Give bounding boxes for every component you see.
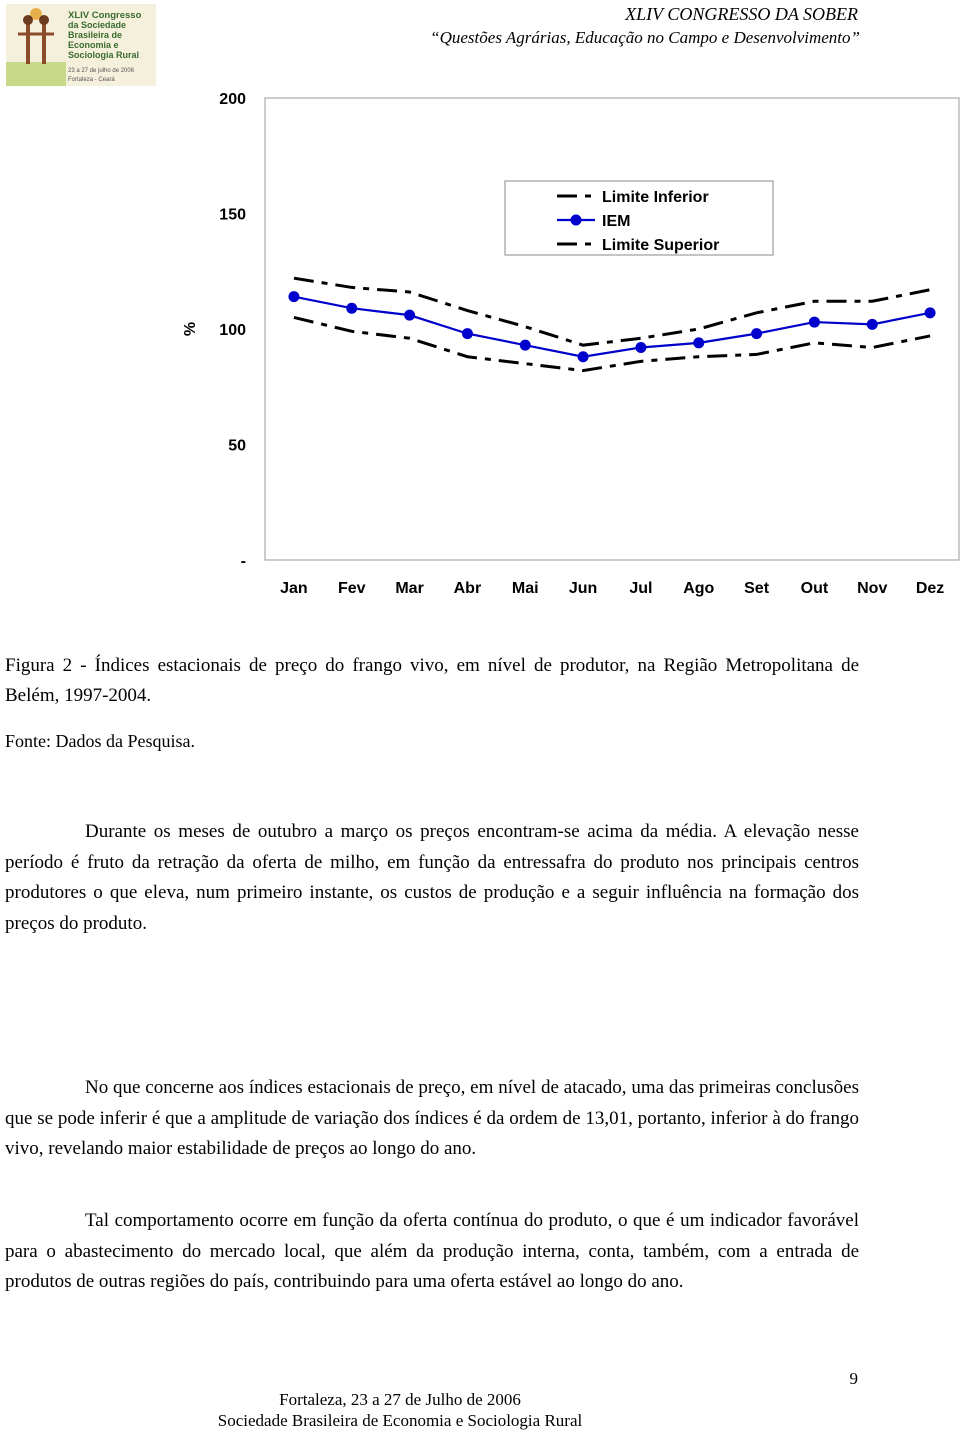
x-tick-label: Dez [915,580,945,597]
y-axis-label: % [182,321,199,337]
data-point [809,317,820,328]
x-tick-label: Jan [280,580,308,597]
page-number: 9 [849,1369,858,1388]
data-point [693,337,704,348]
legend-label: Limite Inferior [602,189,709,206]
data-point [925,307,936,318]
paragraph-1: Durante os meses de outubro a março os preços encontram-se acima da média. A elevação nesse período é fruto da retração da oferta de milho, em função da entressafra do produto nos principais centros produtores o que eleva, num primeiro instante, os custos de produção e a seguir influência na formação dos preços do produto. [5,821,859,934]
x-tick-label: Ago [683,580,715,597]
x-tick-label: Abr [453,580,482,597]
x-tick-label: Fev [337,580,366,597]
plot-area-frame [265,98,959,560]
data-point [751,328,762,339]
logo-line-2: da Sociedade [68,20,127,30]
legend-label: IEM [602,213,631,230]
figure-source: Fonte: Dados da Pesquisa. [5,731,195,751]
series-line-iem [294,297,930,357]
data-point [578,351,589,362]
data-point [288,291,299,302]
data-point [462,328,473,339]
header-title: XLIV CONGRESSO DA SOBER [625,4,858,24]
seasonal-index-chart [0,80,960,620]
x-tick-label: Mai [511,580,539,597]
y-tick-label: - [240,553,246,570]
x-tick-label: Jun [568,580,598,597]
logo-line-6: 23 a 27 de julho de 2006 [68,68,135,74]
x-tick-label: Out [800,580,829,597]
logo-line-5: Sociologia Rural [68,50,140,60]
data-point [346,303,357,314]
congress-logo [6,4,156,86]
footer-line-2: Sociedade Brasileira de Economia e Sociologia Rural [217,1411,583,1430]
x-tick-label: Jul [629,580,653,597]
paragraph-2: No que concerne aos índices estacionais de preço, em nível de atacado, uma das primeiras conclusões que se pode inferir é que a amplitude de variação dos índices é da ordem de 13,01, portanto, inferior à do frango vivo, revelando maior estabilidade de preços ao longo do ano. [5,1077,859,1159]
y-tick-label: 200 [219,91,246,108]
y-tick-label: 100 [219,322,246,339]
logo-line-7: Fortaleza - Ceará [68,77,115,83]
x-tick-label: Nov [857,580,888,597]
logo-line-3: Brasileira de [68,30,123,40]
logo-line-4: Economia e [68,40,119,50]
footer-line-1: Fortaleza, 23 a 27 de Julho de 2006 [279,1390,521,1409]
x-tick-label: Mar [395,580,424,597]
series-line-limite-inferior [294,317,930,370]
header-subtitle: “Questões Agrárias, Educação no Campo e Desenvolvimento” [430,28,860,47]
data-point [635,342,646,353]
legend-label: Limite Superior [602,237,720,254]
y-tick-label: 150 [219,206,246,224]
x-tick-label: Set [744,580,770,597]
logo-line-1: XLIV Congresso [68,10,142,21]
data-point [520,340,531,351]
y-tick-label: 50 [228,437,246,455]
data-point [867,319,878,330]
figure-caption: Figura 2 - Índices estacionais de preço do frango vivo, em nível de produtor, na Região Metropolitana de Belém, 1997-2004. [5,655,859,706]
legend-marker [571,215,582,226]
data-point [404,310,415,321]
paragraph-3: Tal comportamento ocorre em função da oferta contínua do produto, o que é um indicador favorável para o abastecimento do mercado local, que além da produção interna, conta, também, com a entrada de produtos de outras regiões do país, contribuindo para uma oferta estável ao longo do ano. [5,1210,859,1292]
